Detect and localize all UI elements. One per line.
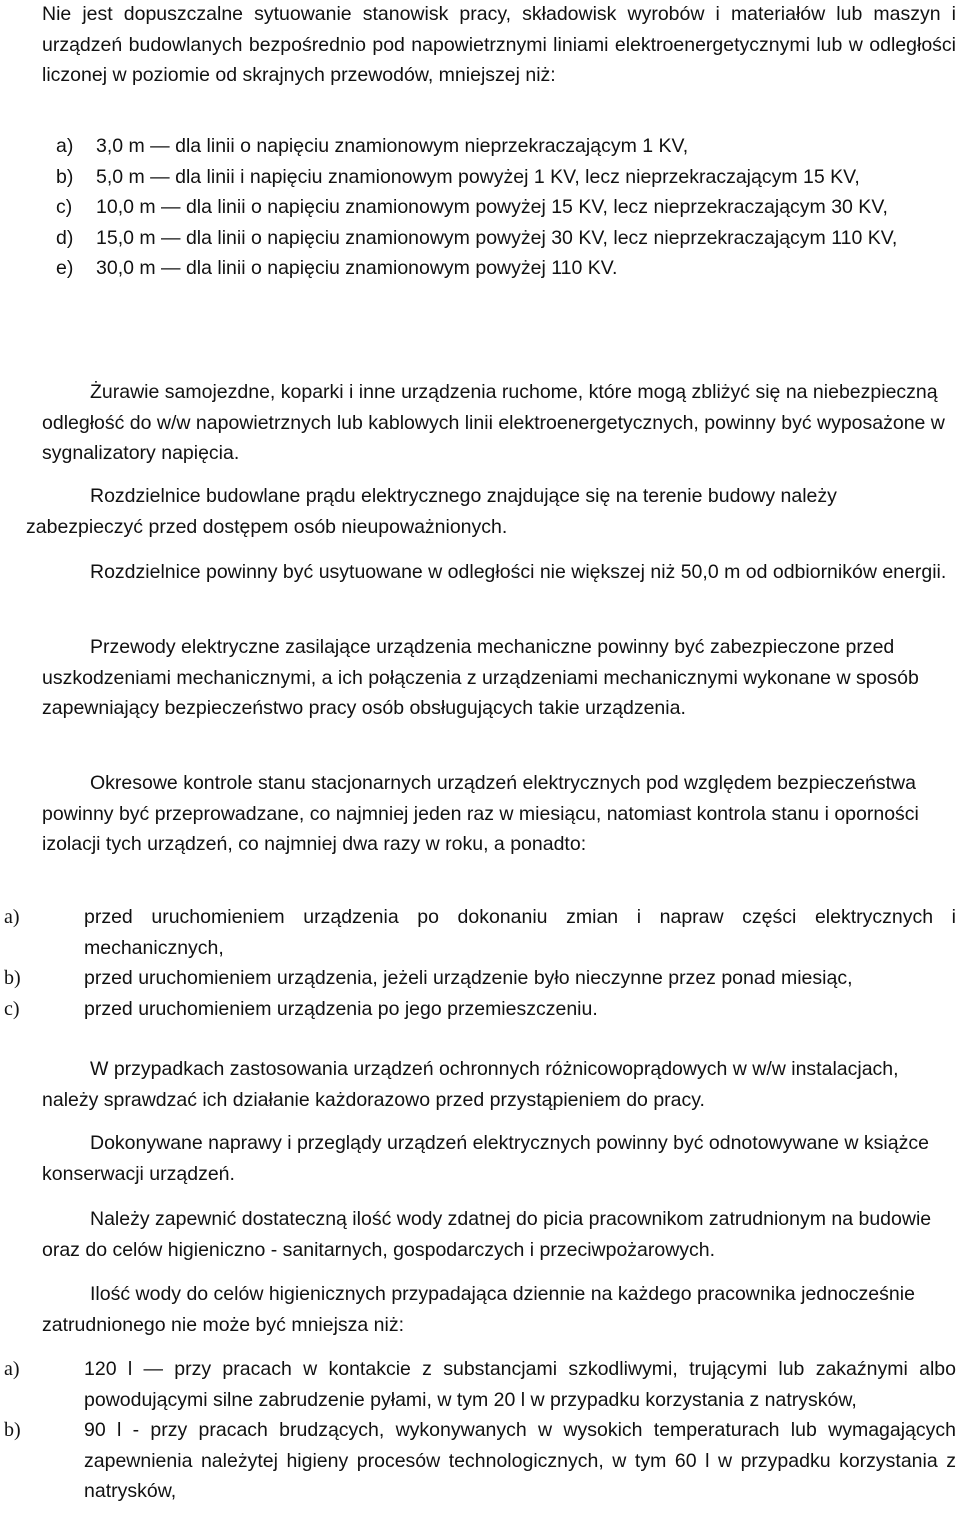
water-amount-paragraph: Ilość wody do celów higienicznych przypadająca dziennie na każdego pracownika jednocześnie zatrudnionego nie może być mniejsza niż:	[42, 1283, 915, 1336]
list-text: 15,0 m — dla linii o napięciu znamionowym powyżej 30 KV, lecz nieprzekraczającym 110 KV,	[96, 226, 898, 249]
list-item	[4, 994, 956, 1025]
list-text: przed uruchomieniem urządzenia, jeżeli urządzenie było nieczynne przez ponad miesiąc,	[84, 967, 853, 989]
intro-paragraph: Nie jest dopuszczalne sytuowanie stanowisk pracy, składowisk wyrobów i materiałów lub maszyn i urządzeń budowlanych bezpośrednio pod napowietrznymi liniami elektroenergetycznymi lub w odległości liczonej w poziomie od skrajnych przewodów, mniejszej niż:	[42, 3, 956, 86]
list-text: 10,0 m — dla linii o napięciu znamionowym powyżej 15 KV, lecz nieprzekraczającym 30 KV,	[96, 196, 888, 218]
list-item	[56, 192, 956, 223]
list-marker: c)	[56, 196, 73, 218]
rcd-paragraph: W przypadkach zastosowania urządzeń ochronnych różnicowoprądowych w w/w instalacjach, należy sprawdzać ich działanie każdorazowo przed przystąpieniem do pracy.	[42, 1058, 899, 1111]
repairs-paragraph: Dokonywane naprawy i przeglądy urządzeń elektrycznych powinny być odnotowywane w książce konserwacji urządzeń.	[42, 1132, 929, 1185]
list-item	[56, 131, 956, 162]
list-item	[56, 223, 956, 254]
cranes-paragraph: Żurawie samojezdne, koparki i inne urządzenia ruchome, które mogą zbliżyć się na niebezpieczną odległość do w/w napowietrznych lub kablowych linii elektroenergetycznych, powinny być wyposażone w sygnalizatory napięcia.	[42, 381, 945, 464]
inspections-list	[4, 902, 956, 1024]
switchboards-paragraph: Rozdzielnice budowlane prądu elektrycznego znajdujące się na terenie budowy należy zabezpieczyć przed dostępem osób nieupoważnionych.	[26, 485, 837, 538]
cables-paragraph: Przewody elektryczne zasilające urządzenia mechaniczne powinny być zabezpieczone przed uszkodzeniami mechanicznymi, a ich połączenia z urządzeniami mechanicznymi wykonane w sposób zapewniający bezpieczeństwo pracy osób obsługujących takie urządzenia.	[42, 636, 919, 719]
list-marker: b)	[4, 967, 21, 989]
water-list	[4, 1354, 956, 1507]
list-marker: e)	[56, 257, 74, 279]
list-marker: b)	[4, 1419, 21, 1441]
list-item	[4, 1415, 956, 1507]
list-text: 3,0 m — dla linii o napięciu znamionowym nieprzekraczającym 1 KV,	[96, 135, 689, 157]
list-text: 120 l — przy pracach w kontakcie z substancjami szkodliwymi, trującymi lub zakaźnymi albo powodującymi silne zabrudzenie pyłami, w tym 20 l w przypadku korzystania z natrysków,	[84, 1358, 956, 1411]
distance-list	[42, 131, 956, 284]
list-text: 90 l - przy pracach brudzących, wykonywanych w wysokich temperaturach lub wymagających zapewnienia należytej higieny procesów technologicznych, w tym 60 l w przypadku korzystania z natrysków,	[84, 1419, 956, 1502]
water-supply-paragraph: Należy zapewnić dostateczną ilość wody zdatnej do picia pracownikom zatrudnionym na budowie oraz do celów higieniczno - sanitarnych, gospodarczych i przeciwpożarowych.	[42, 1208, 932, 1261]
list-item	[4, 902, 956, 963]
list-marker: c)	[4, 997, 20, 1020]
list-marker: b)	[56, 165, 74, 188]
list-text: przed uruchomieniem urządzenia po dokonaniu zmian i napraw części elektrycznych i mechanicznych,	[84, 906, 956, 959]
list-text: 30,0 m — dla linii o napięciu znamionowym powyżej 110 KV.	[96, 257, 618, 279]
list-item	[4, 963, 956, 994]
list-item	[4, 1354, 956, 1415]
list-marker: a)	[4, 1358, 20, 1380]
list-text: 5,0 m — dla linii i napięciu znamionowym powyżej 1 KV, lecz nieprzekraczającym 15 KV,	[96, 165, 860, 188]
list-marker: a)	[4, 906, 20, 928]
inspections-paragraph: Okresowe kontrole stanu stacjonarnych urządzeń elektrycznych pod względem bezpieczeństwa powinny być przeprowadzane, co najmniej jeden raz w miesiącu, natomiast kontrola stanu i oporności izolacji tych urządzeń, co najmniej dwa razy w roku, a ponadto:	[42, 772, 919, 855]
list-marker: a)	[56, 135, 74, 157]
list-item	[56, 162, 956, 193]
list-text: przed uruchomieniem urządzenia po jego przemieszczeniu.	[84, 997, 598, 1020]
list-marker: d)	[56, 226, 74, 249]
list-item	[56, 253, 956, 284]
switchboards-distance-paragraph: Rozdzielnice powinny być usytuowane w odległości nie większej niż 50,0 m od odbiorników energii.	[90, 561, 947, 583]
